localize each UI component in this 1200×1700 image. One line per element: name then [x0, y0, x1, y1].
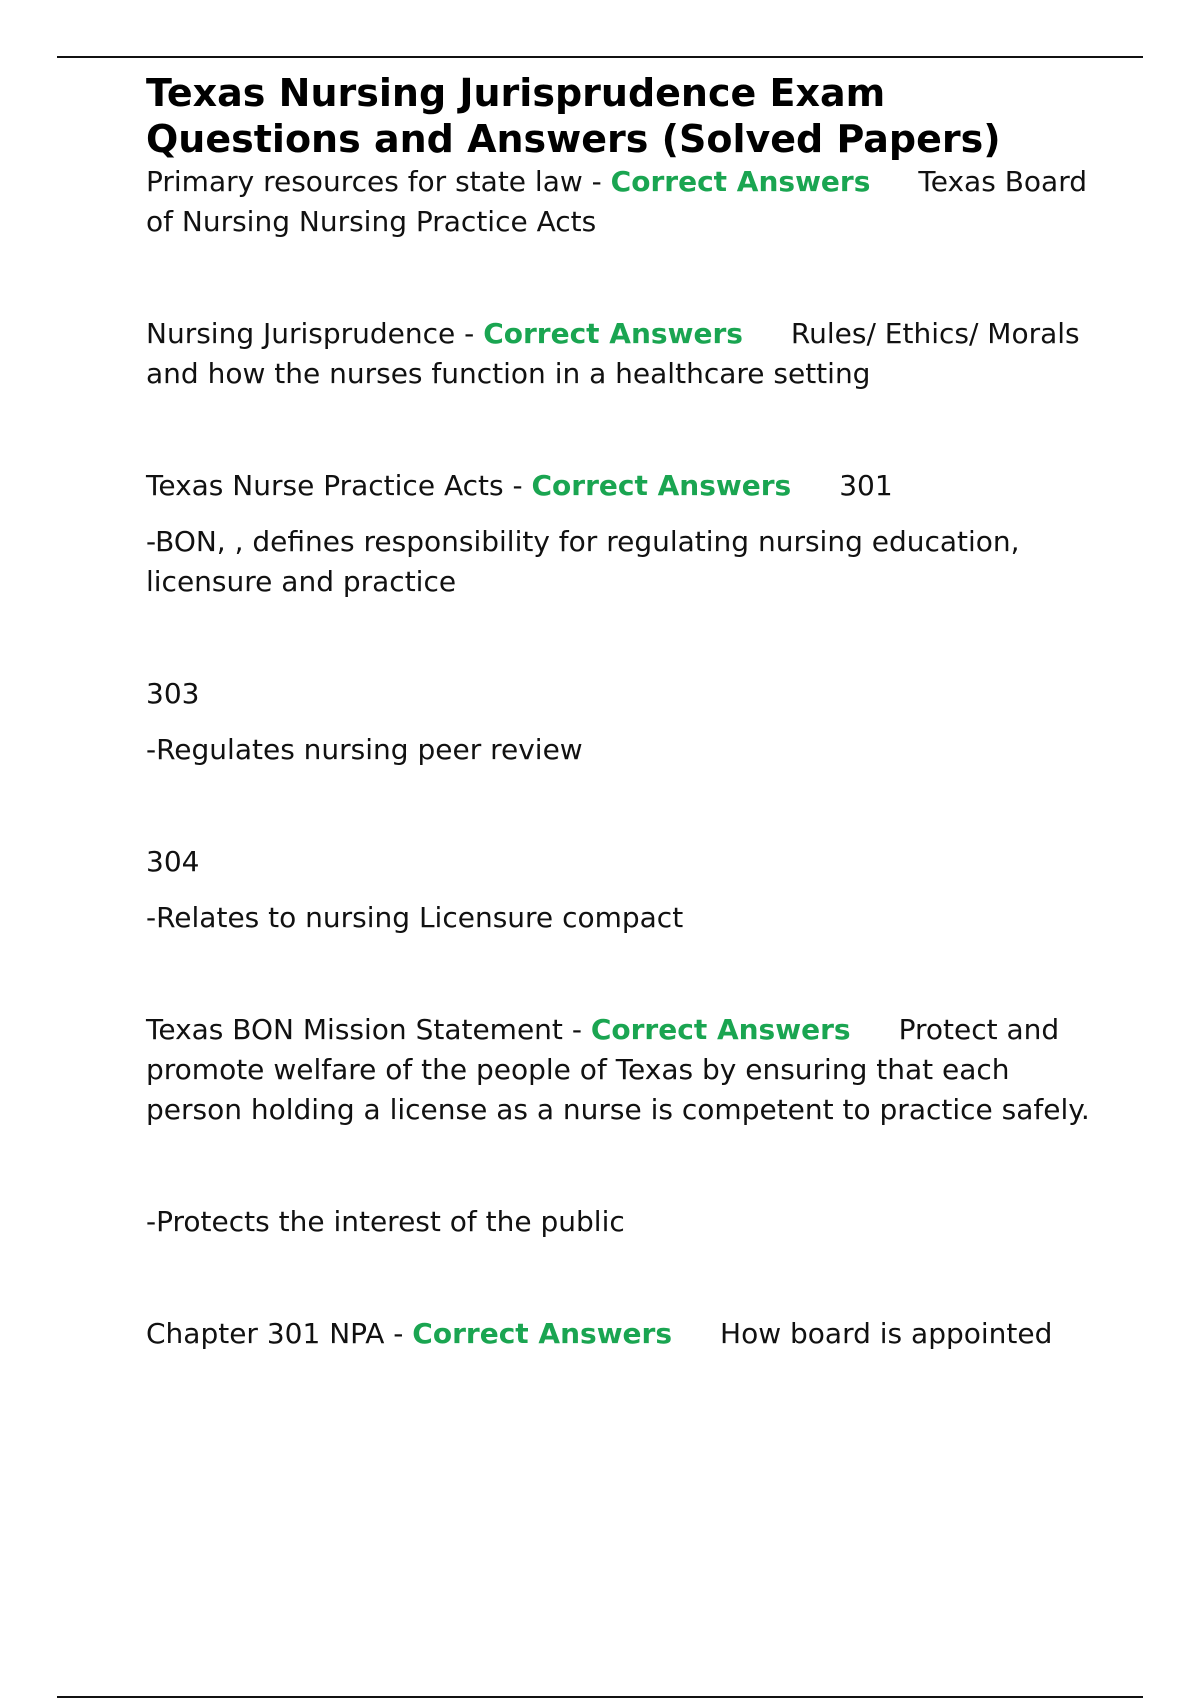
correct-answers-label: Correct Answers — [531, 469, 792, 502]
qa-entry: Texas BON Mission Statement - Correct Answers Protect and promote welfare of the people of Texas by ensuring that each person holding a license as a nurse is competent to practice safely. — [146, 1013, 1090, 1126]
detail-text: -Relates to nursing Licensure compact — [146, 901, 684, 934]
qa-entry: Texas Nurse Practice Acts - Correct Answers 301 — [146, 469, 893, 502]
answer-text: Rules/ Ethics/ Morals and how the nurses function in a healthcare setting — [146, 317, 1080, 390]
correct-answers-label: Correct Answers — [483, 317, 743, 350]
qa-entry: Nursing Jurisprudence - Correct Answers Rules/ Ethics/ Morals and how the nurses function in a healthcare setting — [146, 317, 1080, 390]
detail-text: -Protects the interest of the public — [146, 1205, 625, 1238]
top-rule — [57, 56, 1143, 58]
answer-text: Texas Board of Nursing Nursing Practice Acts — [146, 165, 1087, 238]
bottom-rule — [57, 1696, 1143, 1698]
detail-number: 304 — [146, 845, 200, 878]
question-text: Texas BON Mission Statement — [146, 1013, 563, 1046]
detail-number: 303 — [146, 677, 200, 710]
correct-answers-label: Correct Answers — [610, 165, 871, 198]
correct-answers-label: Correct Answers — [590, 1013, 851, 1046]
question-text: Texas Nurse Practice Acts — [146, 469, 504, 502]
detail-text: -Regulates nursing peer review — [146, 733, 583, 766]
answer-text: Protect and promote welfare of the people of Texas by ensuring that each person holding a license as a nurse is competent to practice safely. — [146, 1013, 1090, 1126]
question-text: Nursing Jurisprudence — [146, 317, 456, 350]
document-body — [146, 70, 1096, 1354]
correct-answers-label: Correct Answers — [412, 1317, 673, 1350]
answer-text: 301 — [839, 469, 893, 502]
qa-entry: Primary resources for state law - Correct Answers Texas Board of Nursing Nursing Practice Acts — [146, 165, 1087, 238]
document-title: Texas Nursing Jurisprudence Exam Questions and Answers (Solved Papers) — [146, 71, 1001, 161]
question-text: Chapter 301 NPA — [146, 1317, 385, 1350]
question-text: Primary resources for state law — [146, 165, 583, 198]
qa-entry: Chapter 301 NPA - Correct Answers How board is appointed — [146, 1317, 1053, 1350]
answer-text: How board is appointed — [720, 1317, 1053, 1350]
detail-text: -BON, , defines responsibility for regulating nursing education, licensure and practice — [146, 525, 1020, 598]
